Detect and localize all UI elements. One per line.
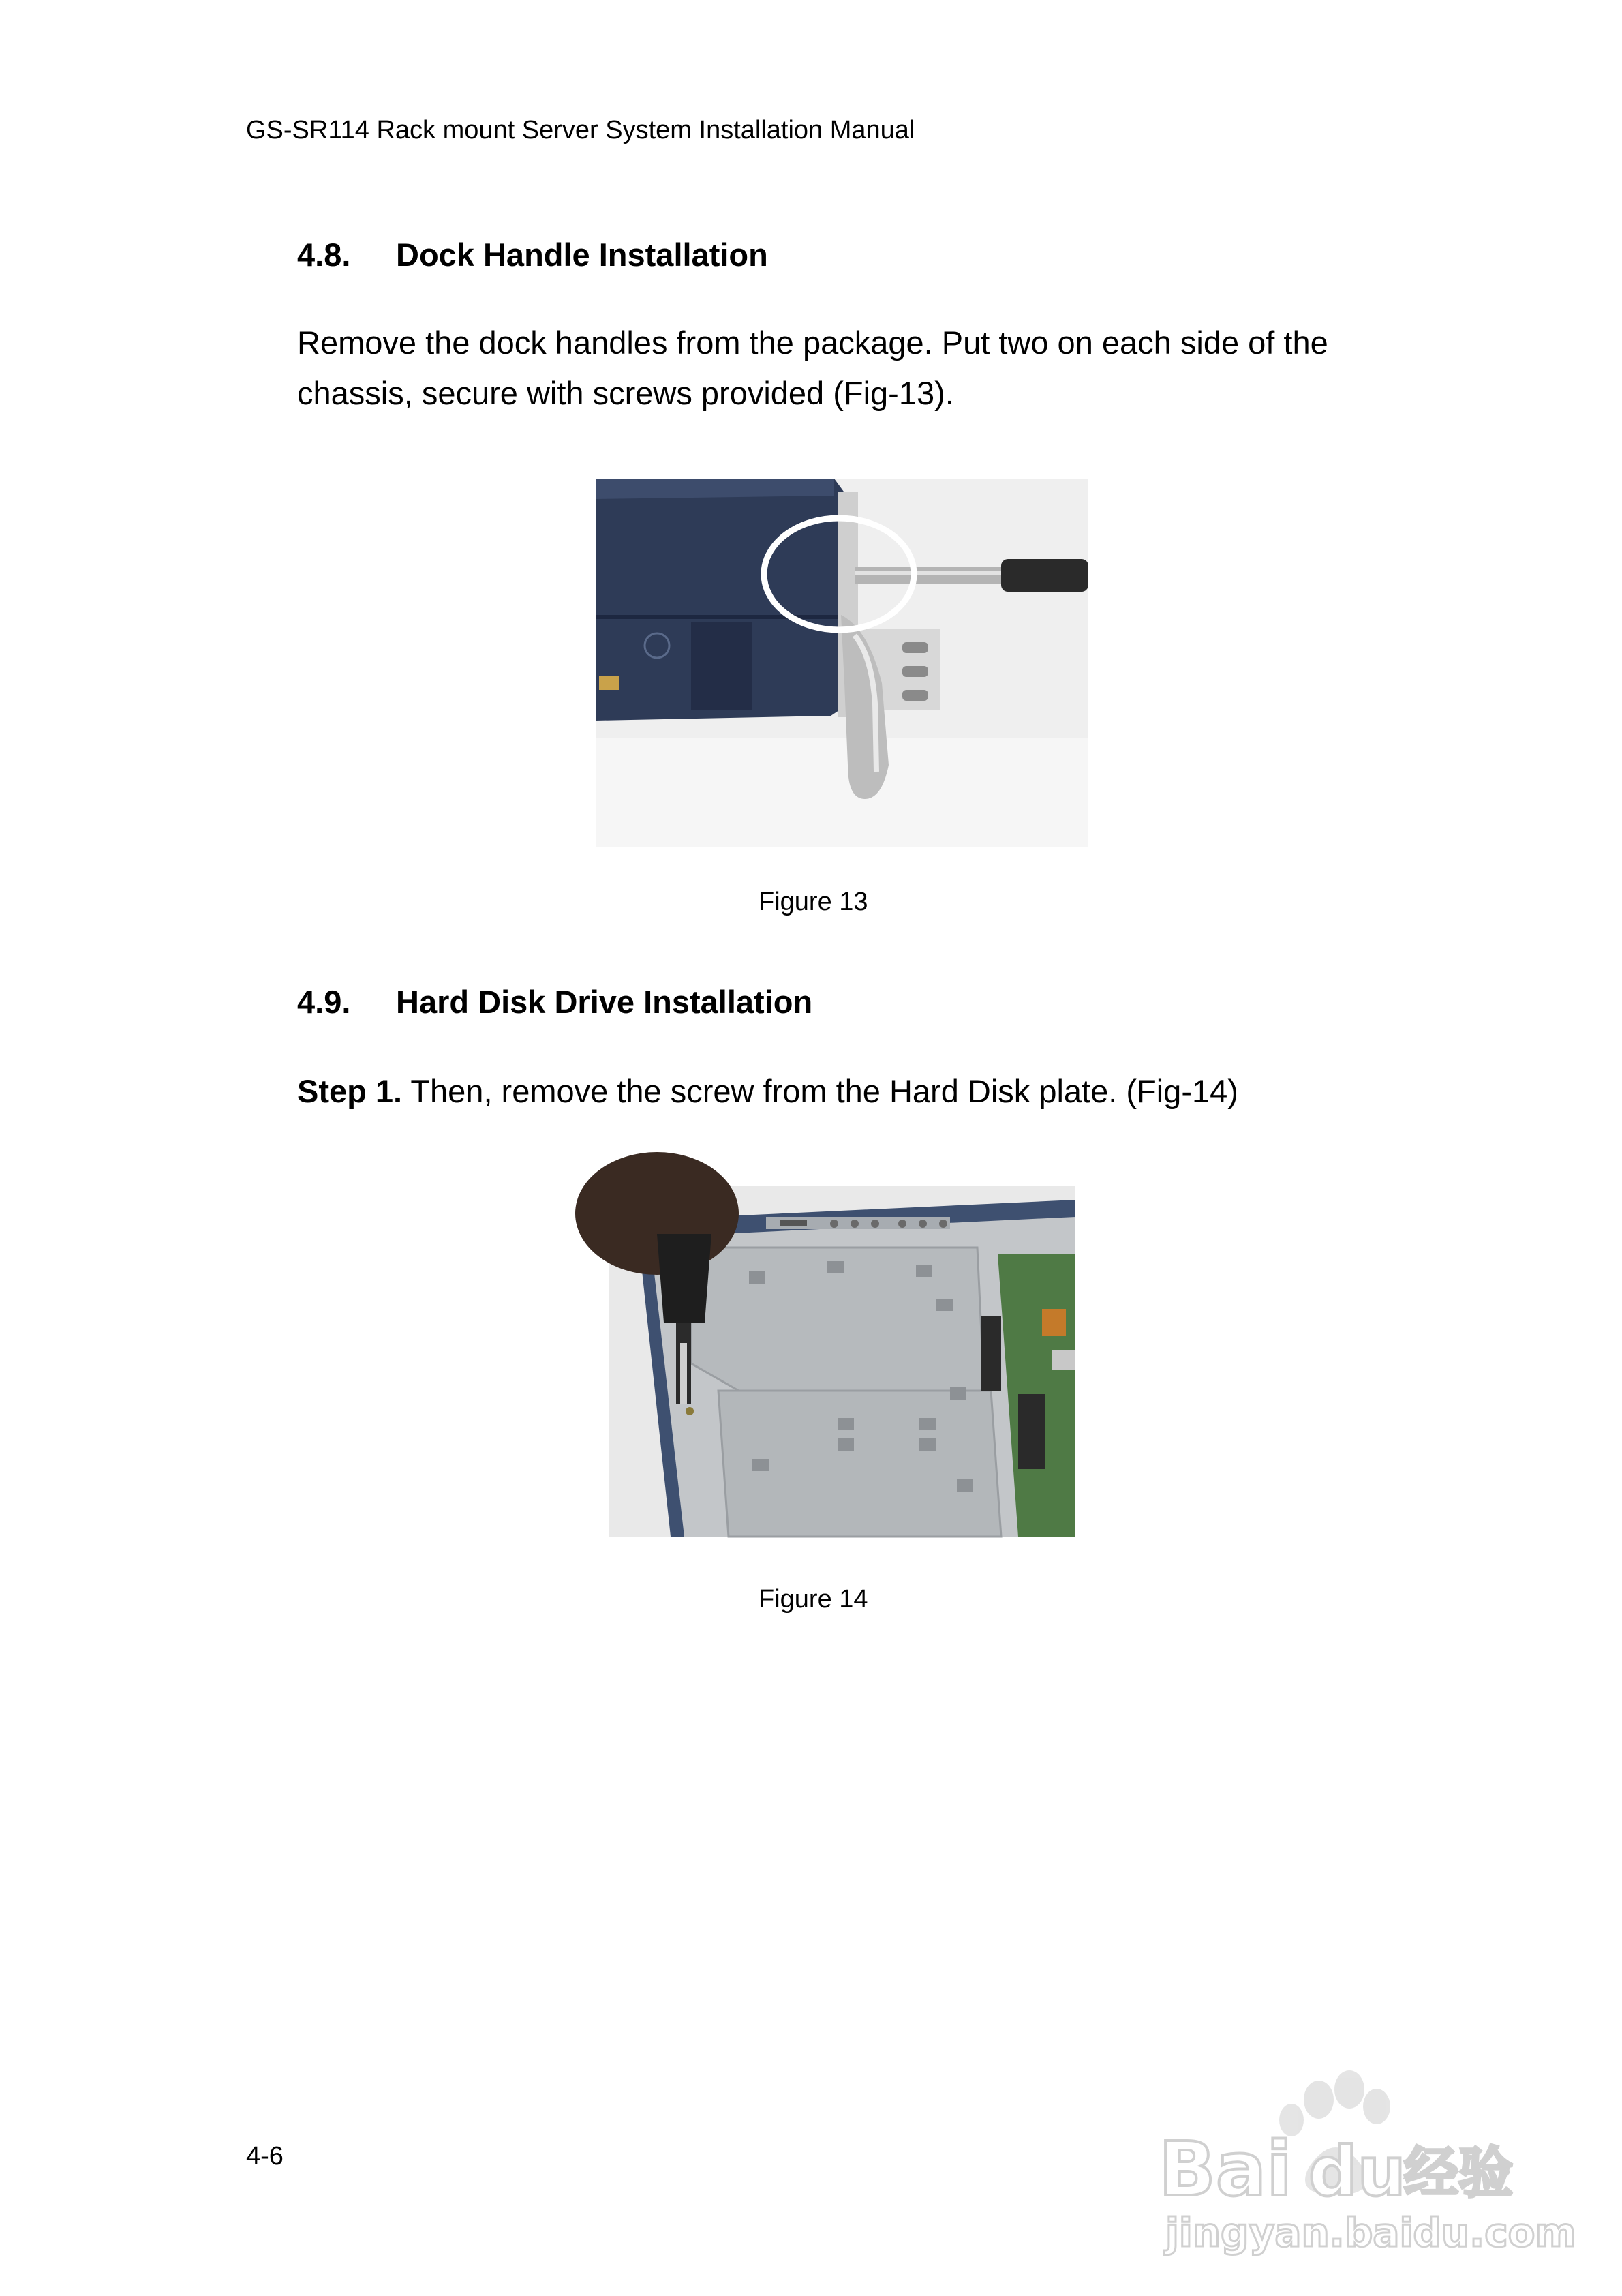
page-number: 4-6: [246, 2142, 284, 2171]
section-number: 4.9.: [297, 984, 351, 1020]
figure-13-photo: [596, 479, 1088, 847]
figure-13-caption: Figure 13: [759, 888, 868, 916]
svg-text:jingyan.baidu.com: jingyan.baidu.com: [1165, 2209, 1576, 2256]
svg-text:经验: 经验: [1404, 2141, 1513, 2205]
svg-text:Bai: Bai: [1159, 2126, 1292, 2213]
figure-14-photo: [609, 1186, 1075, 1537]
paragraph-line: chassis, secure with screws provided (Fig-13).: [297, 375, 954, 411]
section-4-8-paragraph: [297, 318, 1401, 419]
step-label: Step 1.: [297, 1073, 403, 1109]
step-text: Then, remove the screw from the Hard Disk plate. (Fig-14): [402, 1073, 1238, 1109]
section-title: Dock Handle Installation: [396, 237, 768, 273]
section-4-8-heading: [297, 236, 768, 273]
baidu-watermark-logo: [1152, 2059, 1576, 2256]
section-number: 4.8.: [297, 237, 351, 273]
step-1-paragraph: [297, 1066, 1238, 1117]
page-header: GS-SR114 Rack mount Server System Installation Manual: [246, 116, 915, 145]
paragraph-line: Remove the dock handles from the package. Put two on each side of the: [297, 324, 1328, 361]
section-4-9-heading: [297, 983, 812, 1021]
svg-text:du: du: [1309, 2132, 1406, 2211]
section-title: Hard Disk Drive Installation: [396, 984, 813, 1020]
figure-14-caption: Figure 14: [759, 1585, 868, 1614]
